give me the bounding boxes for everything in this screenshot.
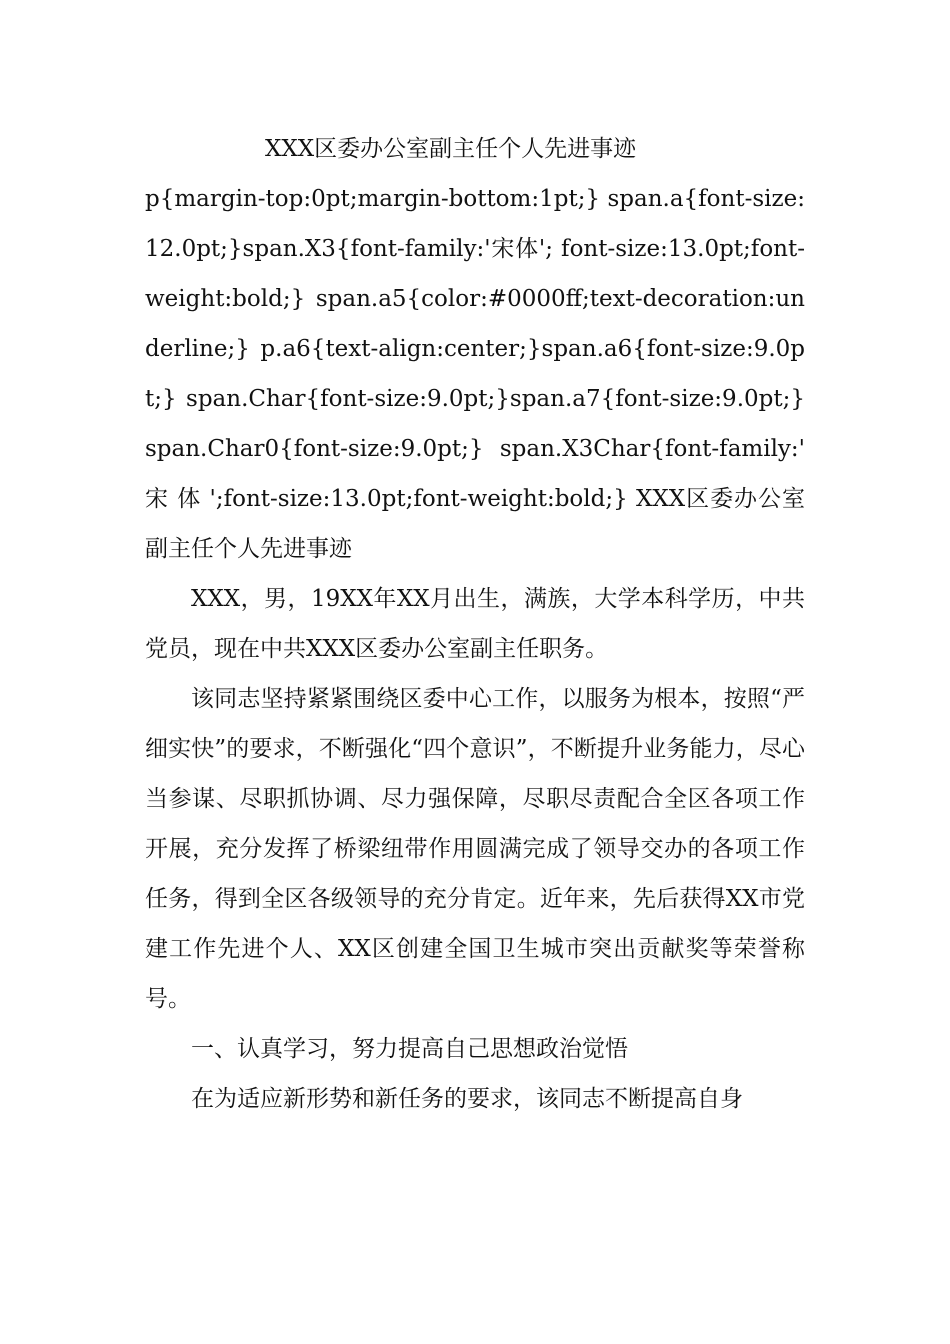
embedded-css-text: p{margin-top:0pt;margin-bottom:1pt;} span.a{font-size:12.0pt;}span.X3{font-family:'宋体'; font-size:13.0pt;font-weight:bold;} span.a5{color:#0000ff;text-decoration:underline;} p.a6{text-align:center;}span.a6{font-size:9.0pt;} span.Char{font-size:9.0pt;}span.a7{font-size:9.0pt;}span.Char0{font-size:9.0pt;} span.X3Char{font-family:' 宋 体 ';font-size:13.0pt;font-weight:bold;} XXX区委办公室副主任个人先进事迹 bbox=[145, 186, 805, 562]
paragraph-summary: 该同志坚持紧紧围绕区委中心工作，以服务为根本，按照“严细实快”的要求，不断强化“四个意识”，不断提升业务能力，尽心当参谋、尽职抓协调、尽力强保障，尽职尽责配合全区各项工作开展，充分发挥了桥梁纽带作用圆满完成了领导交办的各项工作任务，得到全区各级领导的充分肯定。近年来，先后获得XX市党建工作先进个人、XX区创建全国卫生城市突出贡献奖等荣誉称号。 bbox=[145, 686, 805, 1012]
paragraph-intro: XXX，男，19XX年XX月出生，满族，大学本科学历，中共党员，现在中共XXX区委办公室副主任职务。 bbox=[145, 586, 805, 662]
section-1-paragraph: 在为适应新形势和新任务的要求，该同志不断提高自身 bbox=[191, 1086, 743, 1112]
document-title: XXX区委办公室副主任个人先进事迹 bbox=[265, 136, 637, 162]
document-body bbox=[145, 124, 805, 1124]
section-heading-1: 一、认真学习，努力提高自己思想政治觉悟 bbox=[191, 1036, 628, 1062]
